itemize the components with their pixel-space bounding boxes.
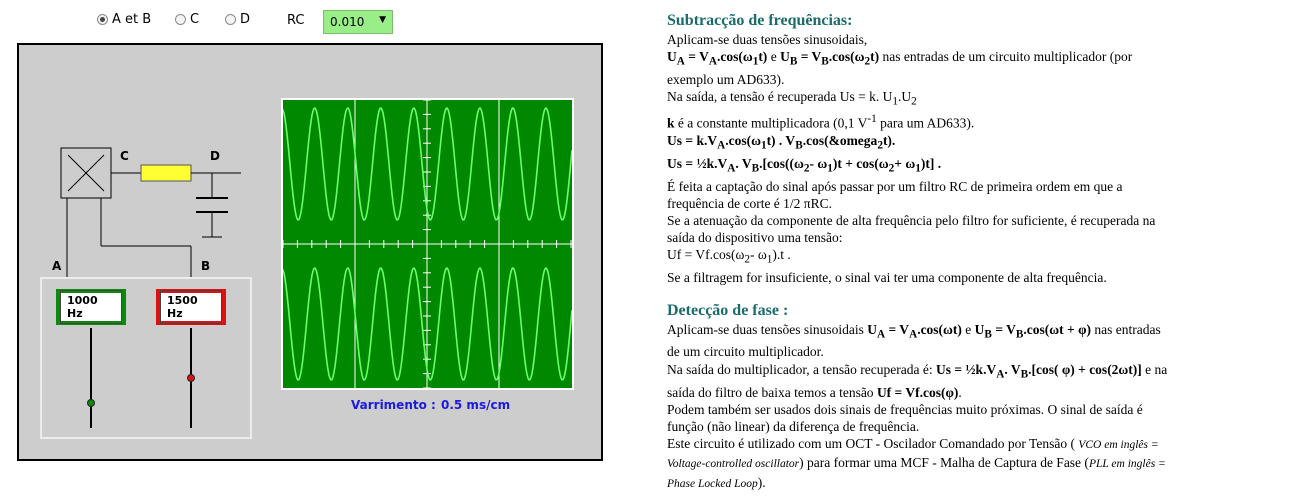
- section-title-phase: Detecção de fase :: [667, 301, 789, 319]
- text-line: de um circuito multiplicador.: [667, 344, 824, 360]
- generator-b-frequency: 1500 Hz: [160, 290, 222, 324]
- generator-a-slider[interactable]: [90, 328, 92, 428]
- radio-label: C: [190, 12, 200, 27]
- radio-c[interactable]: [175, 12, 199, 27]
- text-line: Phase Locked Loop).: [667, 474, 766, 490]
- sweep-label: Varrimento :: [351, 398, 436, 412]
- text-line: Se a atenuação da componente de alta frequência pelo filtro for suficiente, é recuperada na: [667, 213, 1156, 229]
- resistor-icon: [141, 165, 191, 181]
- rc-select[interactable]: [323, 10, 393, 34]
- text-line: Este circuito é utilizado com um OCT - Oscilador Comandado por Tensão ( VCO em inglês =: [667, 436, 1159, 452]
- text-line: saída do filtro de baixa temos a tensão Uf = Vf.cos(φ).: [667, 384, 962, 400]
- radio-label: A et B: [112, 12, 152, 27]
- sweep-value: 0.5 ms/cm: [441, 398, 511, 412]
- circuit-diagram: [19, 45, 279, 285]
- section-title-subtraction: Subtracção de frequências:: [667, 12, 853, 29]
- formula-line: $U_A = V_A.\cos(\omega_1t)$ e $U_B = V_B.\cos(\omega_2t)$ nas entradas de um circuito multiplicador (por: [667, 49, 1133, 68]
- generator-a-display: [56, 289, 126, 325]
- article: [667, 11, 1277, 493]
- radio-dot-icon: [225, 14, 236, 25]
- text-line: Aplicam-se duas tensões sinusoidais,: [667, 32, 868, 47]
- rc-label: RC: [287, 13, 305, 28]
- formula-line: $Uf = Vf.\cos(\omega_2-$ $\omega_1).t$ .: [667, 247, 791, 267]
- text-line: frequência de corte é 1/2 πRC.: [667, 195, 832, 211]
- generator-b-display: [156, 289, 226, 325]
- label-a: A: [52, 259, 62, 273]
- text-line: Na saída do multiplicador, a tensão recuperada é: $Us = \frac{1}{2}k.V_A$. $V_B.[\cos$( φ) + cos(2ωt)] e na: [667, 361, 1168, 381]
- generator-a-frequency: 1000 Hz: [60, 290, 122, 324]
- text-line: função (não linear) da diferença de frequência.: [667, 418, 920, 434]
- text-line: exemplo um AD633).: [667, 72, 785, 88]
- oscilloscope-frame: [281, 98, 574, 390]
- label-d: D: [210, 149, 220, 163]
- label-c: C: [120, 149, 129, 163]
- text-line: Se a filtragem for insuficiente, o sinal vai ter uma componente de alta frequência.: [667, 270, 1107, 286]
- text-line: Podem também ser usados dois sinais de frequências muito próximas. O sinal de saída é: [667, 401, 1143, 417]
- oscilloscope-screen: [283, 100, 572, 388]
- generator-b-slider-knob[interactable]: [187, 374, 195, 382]
- radio-a-et-b[interactable]: [97, 12, 151, 27]
- formula-line: $Us = k.V_A.\cos(\omega_1t)$ . $V_B.\cos(\&omega_2t)$.: [667, 132, 896, 152]
- radio-d[interactable]: [225, 12, 250, 27]
- text-line: saída do dispositivo uma tensão:: [667, 230, 843, 246]
- rc-select-value: 0.010: [330, 15, 365, 29]
- radio-dot-icon: [175, 14, 186, 25]
- dropdown-arrow-icon: ▼: [379, 15, 386, 25]
- simulation-panel: [17, 43, 603, 461]
- generator-a-slider-knob[interactable]: [87, 399, 95, 407]
- text-line: k é a constante multiplicadora (0,1 $V^{-1}$ para um AD633).: [667, 113, 975, 131]
- text-line: Aplicam-se duas tensões sinusoidais $U_A = V_A.\cos(\omega t)$ e $U_B = V_B.\cos(\omega t + \varphi)$ nas entradas: [667, 321, 1161, 341]
- text-line: Voltage-controlled oscillator) para formar uma MCF - Malha de Captura de Fase (PLL em inglês =: [667, 455, 1166, 471]
- text-line: É feita a captação do sinal após passar por um filtro RC de primeira ordem em que a: [667, 178, 1123, 194]
- radio-label: D: [240, 12, 251, 27]
- radio-dot-icon: [97, 14, 108, 25]
- label-b: B: [201, 259, 211, 273]
- text-line: Na saída, a tensão é recuperada Us = k. $U_1.U_2$: [667, 89, 917, 108]
- formula-line: $Us = \frac{1}{2}k.V_A$. $V_B.[\cos((\omega_2-$ $\omega_1)t + \cos(\omega_2+ \omega_1)t$] .: [667, 155, 942, 175]
